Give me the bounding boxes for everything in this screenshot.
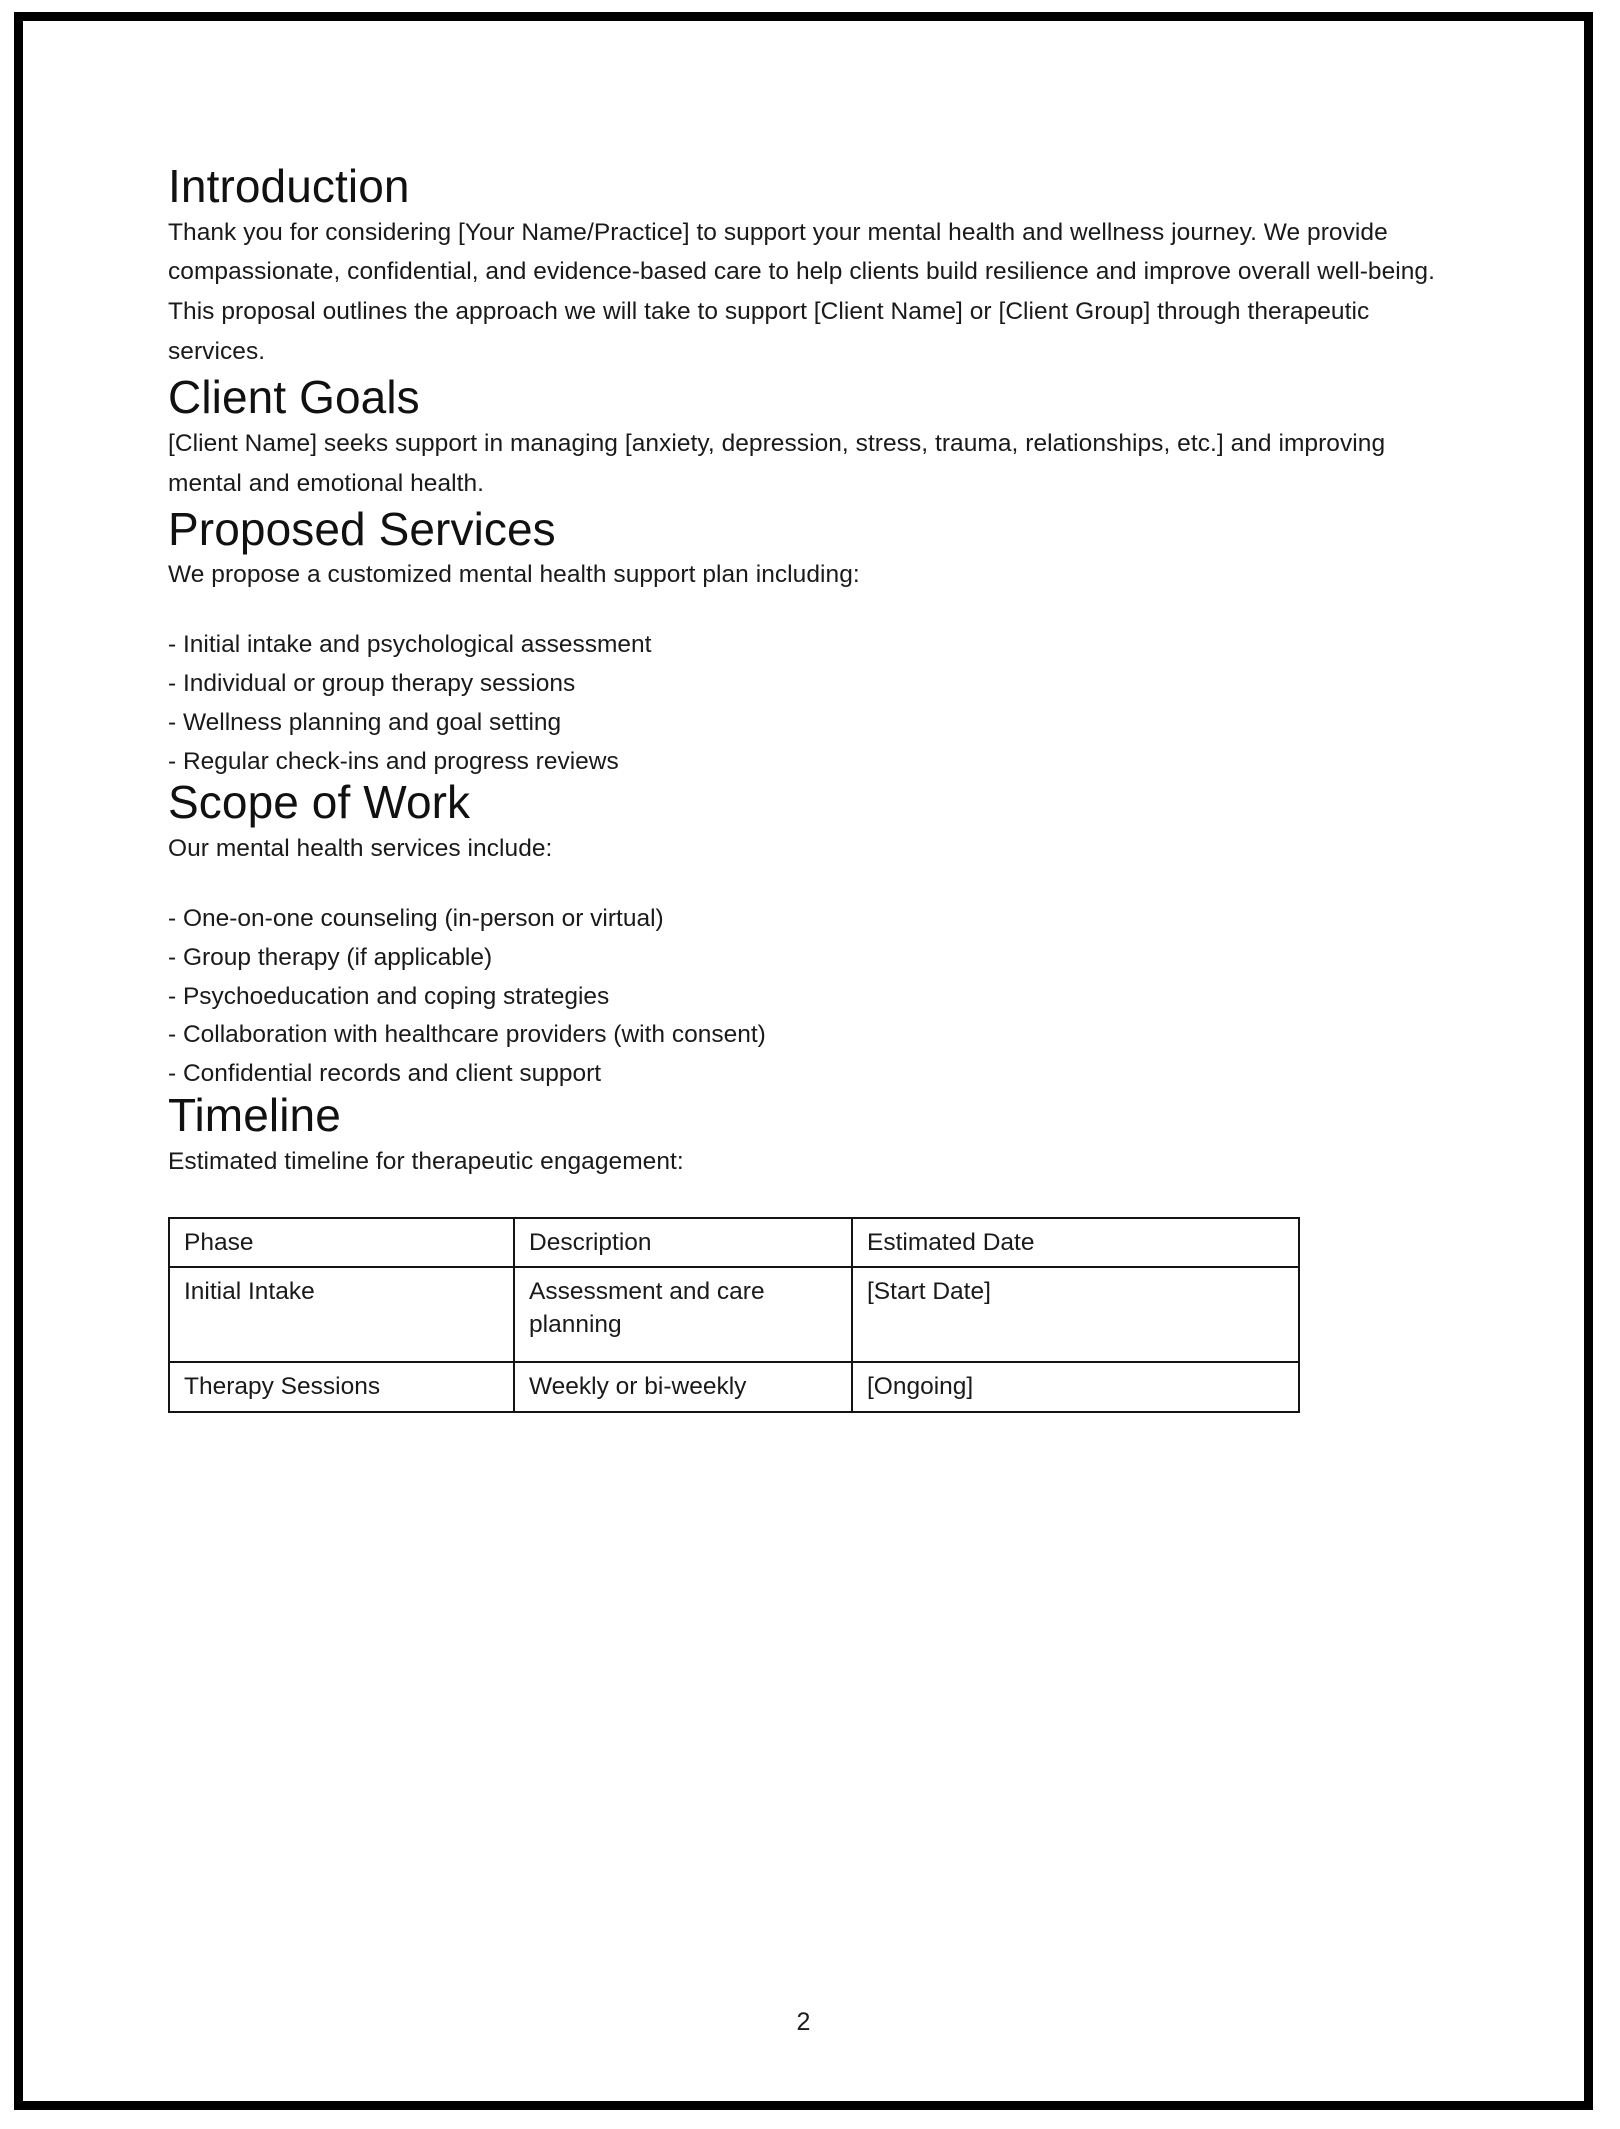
timeline-table xyxy=(168,1217,1300,1412)
page-border-frame xyxy=(14,12,1593,2110)
cell-phase: Therapy Sessions xyxy=(169,1362,514,1412)
list-item: - Individual or group therapy sessions xyxy=(168,669,576,697)
heading-timeline: Timeline xyxy=(168,1089,341,1142)
list-item: - Initial intake and psychological assessment xyxy=(168,631,652,658)
list-item: - One-on-one counseling (in-person or virtual) xyxy=(168,904,664,932)
cell-description: Assessment and care planning xyxy=(514,1267,852,1362)
list-item: - Psychoeducation and coping strategies xyxy=(168,982,610,1010)
list-item: - Wellness planning and goal setting xyxy=(168,708,562,736)
table-header-row xyxy=(169,1218,1299,1266)
proposed-services-list xyxy=(168,629,1438,777)
page-sheet xyxy=(23,21,1584,2101)
column-header-description: Description xyxy=(514,1218,852,1266)
cell-description: Weekly or bi-weekly xyxy=(514,1362,852,1412)
timeline-intro: Estimated timeline for therapeutic engagement: xyxy=(168,1147,684,1175)
page-number: 2 xyxy=(796,2008,811,2036)
cell-phase: Initial Intake xyxy=(169,1267,514,1362)
heading-scope-of-work: Scope of Work xyxy=(168,776,471,829)
scope-of-work-list xyxy=(168,903,1438,1090)
cell-estimated-date: [Ongoing] xyxy=(852,1362,1299,1412)
list-item: - Regular check-ins and progress reviews xyxy=(168,747,619,775)
list-item: - Collaboration with healthcare providers (with consent) xyxy=(168,1021,766,1049)
cell-estimated-date: [Start Date] xyxy=(852,1267,1299,1362)
table-row xyxy=(169,1362,1299,1412)
client-goals-paragraph: [Client Name] seeks support in managing [anxiety, depression, stress, trauma, relationships, etc.] and improving mental and emotional health. xyxy=(168,429,1386,497)
list-item: - Group therapy (if applicable) xyxy=(168,943,493,971)
scope-of-work-intro: Our mental health services include: xyxy=(168,834,553,862)
introduction-paragraph-2: This proposal outlines the approach we will take to support [Client Name] or [Client Group] through therapeutic services. xyxy=(168,298,1370,366)
list-item: - Confidential records and client support xyxy=(168,1060,602,1088)
column-header-estimated-date: Estimated Date xyxy=(852,1218,1299,1266)
column-header-phase: Phase xyxy=(169,1218,514,1266)
proposed-services-intro: We propose a customized mental health support plan including: xyxy=(168,561,860,589)
document-content xyxy=(168,161,1438,1413)
heading-proposed-services: Proposed Services xyxy=(168,502,556,555)
table-row xyxy=(169,1267,1299,1362)
introduction-paragraph-1: Thank you for considering [Your Name/Practice] to support your mental health and wellness journey. We provide compassionate, confidential, and evidence-based care to help clients build resilience and improve overall well-being. xyxy=(168,218,1435,286)
heading-client-goals: Client Goals xyxy=(168,371,420,424)
heading-introduction: Introduction xyxy=(168,160,410,212)
